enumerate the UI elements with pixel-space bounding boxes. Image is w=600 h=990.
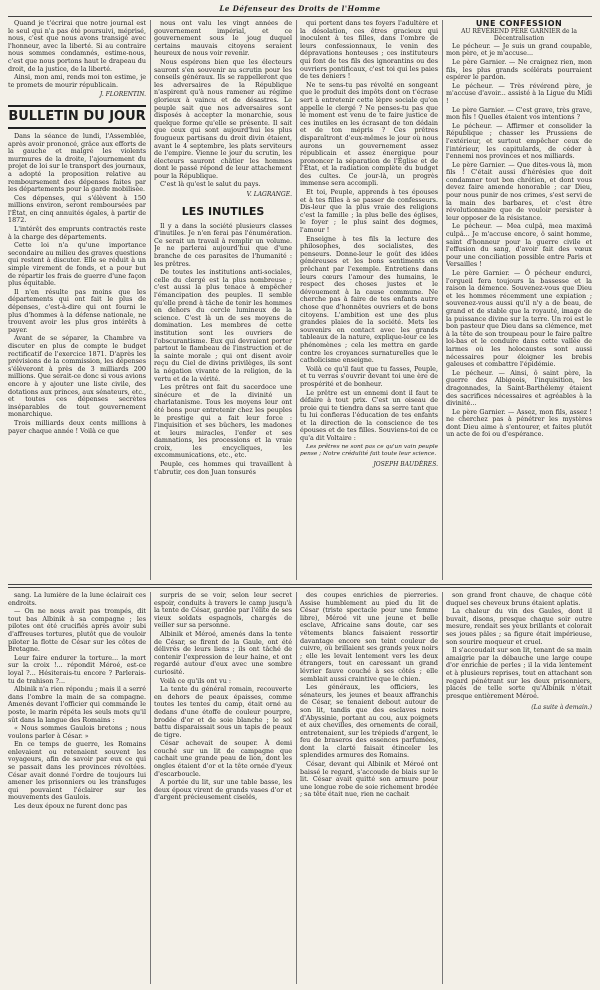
feuilleton-column-2 [154, 592, 292, 984]
feuilleton-paragraph: Les deux époux ne furent donc pas [14, 802, 128, 811]
feuilleton-paragraph: « Nous sommes Gaulois bretons ; nous voulons parler à César. » [8, 724, 146, 740]
intro-paragraph-2: Ainsi, mon ami, rends moi ton estime, je te promets de mourir républicain. [8, 73, 146, 89]
column-3 [300, 20, 438, 580]
feuilleton-paragraph: Les généraux, les officiers, les sénateurs, les jeunes et beaux affranchis de César, se tenaient debout autour de son lit, tandis que des esclaves noirs d'Abyssinie, portant au cou, aux poignets et aux chevilles, des ornements de corail, entretenaient, sur les trépieds d'argent, le feu de braseros des essences parfumées, dont la clarté faisait étinceler les splendides armures des Romains. [300, 683, 438, 760]
inutiles-paragraph: Enseigne à tes fils la lecture des philosophes, des socialistes, des penseurs. Donne-leur le goût des idées généreuses et les bons sentiments en prêchant par l'exemple. Entretiens dans leurs cœurs l'amour des humains, le respect des choses justes et le dévouement à la cause commune. Ne cherche pas à faire de tes enfants autre chose que d'honnêtes ouvriers et de bons citoyens. L'ambition est une des plus grandes plaies de la société. Mets les souvenirs en contact avec les grands tableaux de la nature, explique-leur ce les phénomènes ; cela les mettra en garde contre les croyances surnaturelles que le catholicisme enseigne. [300, 234, 438, 365]
feuilleton-paragraph: Albinik n'a rien répondu ; mais il a serré dans l'ombre la main de sa compagne. Amenés devant l'officier qui commande le poste, le marin répéta les seuls mots qu'il sût dans la langue des Romains : [8, 685, 146, 724]
feuilleton-paragraph: son grand front chauve, de chaque côté duquel ses cheveux bruns étaient aplatis. [446, 592, 592, 607]
running-head: Le Défenseur des Droits de l'Homme [219, 4, 381, 13]
inutiles-paragraph: Ne te sens-tu pas révolté en songeant que le produit des impôts dont on t'écrase sert à entretenir cette lèpre sociale qu'on appelle le clergé ? Ne penses-tu pas que le moment est venu de te faire justice de ces inutiles en les écrasant de ton dédain et de ton mépris ? Ces prêtres disparaîtront d'eux-mêmes le jour où nous aurons un gouvernement assez républicain et assez énergique pour prononcer la séparation de l'Église et de l'État, et la radiation complète du budget des cultes. Ce jour-là, un progrès immense sera accompli. [300, 80, 438, 188]
continuation-note: (La suite à demain.) [531, 704, 592, 712]
column-divider [150, 20, 151, 580]
inutiles-title: LES INUTILES [181, 204, 265, 218]
dialogue-line: Le père Garnier. — C'est grave, très grave, mon fils ! Quelles étaient vos intentions ? [446, 105, 592, 122]
voltaire-quote: Les prêtres ne sont pas ce qu'un vain peuple pense ; Notre crédulité fait toute leur science. [300, 443, 438, 458]
feuilleton-paragraph: César, devant qui Albinik et Méroé ont baissé le regard, s'accoude de biais sur le lit. César avait quitté son armure pour une longue robe de soie richement brodée ; sa tête était nue, rien ne cachait [300, 760, 438, 799]
dialogue-line: Le père Garnier. — Que dites-vous là, mon fils ! C'était aussi d'hérésies que doit condamner tout bon chrétien, et dont vous devez faire amende honorable ; car Dieu, pour nous punir de nos crimes, s'est servi de la main des barbares, et c'est être révolutionnaire que de vouloir persister à leur opposer de la résistance. [446, 160, 592, 222]
dialogue-line: Le père Garnier. — Ne craignez rien, mon fils, les plus grands scélérats pourraient espérer le pardon. [446, 57, 592, 82]
inutiles-paragraph: Le prêtre est un ennemi dont il faut te défaire à tout prix. C'est un oiseau de proie qui te tiendra dans sa serre tant que tu lui confieras l'éducation de tes enfants et la direction de la conscience de tes épouses et de tes filles. Souviens-toi de ce qu'a dit Voltaire : [300, 388, 438, 443]
dialogue-line: Le père Garnier. — Assez, mon fils, assez ! ne cherchez pas à pénétrer les mystères dont Dieu aime à s'entourer, et faites plutôt un acte de foi ou d'espérance. [446, 407, 592, 439]
inutiles-paragraph: Il y a dans la société plusieurs classes d'inutiles. Je n'en ferai pas l'énumération. Ce serait un travail à remplir un volume. Je ne parlerai aujourd'hui que d'une branche de ces parasites de l'humanité : les prêtres. [154, 221, 292, 268]
article-paragraph: Nous espérons bien que les électeurs sauront s'en souvenir au scrutin pour les conseils généraux. Ils se rappelleront que les adversaires de la République n'aspirent qu'à nous ramener au régime glorieux à vaincu et de désastres. Le peuple sait que nos adversaires sont disposés à accepter la monarchie, sous quelque forme qu'elle se présente. Il sait que ceux qui sont aujourd'hui les plus fougueux partisans du droit divin étaient, avant le 4 septembre, les plats serviteurs de l'empire. Vienne le jour du scrutin, les électeurs sauront châtier les hommes dont le passé répond de leur attachement pour la République. [154, 57, 292, 180]
bulletin-paragraph: Trois milliards deux cents millions à payer chaque année ! Voilà ce que [8, 418, 146, 435]
feuilleton-paragraph: des coupes enrichies de pierreries. Assise humblement au pied du lit de César (triste spectacle pour une femme libre), Méroé vit une jeune et belle esclave, Africaine sans doute, car ses vêtements blancs faisaient ressortir davantage encore son teint couleur de cuivre, où brillaient ses grands yeux noirs ; elle les levait lentement vers les deux étrangers, tout en caressant un grand lévrier fauve couché à ses côtés ; elle semblait aussi craintive que le chien. [300, 592, 438, 683]
dialogue-line: Le pécheur. — Très révérend père, je m'accuse d'avoir... assisté à la Ligue du Midi ! [446, 81, 592, 105]
feuilleton-column-1 [8, 592, 146, 984]
dialogue-line: Le pécheur. — Mea culpâ, mea maximâ culpâ... Je m'accuse encore, ô saint homme, saint d'honneur pour la guerre civile et l'effusion du sang, d'avoir fait des vœux pour une conciliation possible entre Paris et Versailles ! [446, 222, 592, 269]
feuilleton-column-4 [446, 592, 592, 984]
dialogue-line: Le pécheur. — Je suis un grand coupable, mon père, et je m'accuse... [446, 41, 592, 58]
column-divider [296, 20, 297, 580]
feuilleton-paragraph: Il s'accoudait sur son lit, tenant de sa main amaigrie par la débauche une large coupe d'or enrichie de perles ; il la vida lentement et à plusieurs reprises, tout en attachant son regard pénétrant sur les deux prisonniers, placés de telle sorte qu'Albinik n'était presque entièrement Méroé. [446, 646, 592, 700]
feuilleton-paragraph: Voilà ce qu'ils ont vu : [160, 676, 232, 685]
signature-florentin: J. FLORENTIN. [99, 91, 146, 99]
feuilleton-paragraph: En ce temps de guerre, les Romains enlevaient ou retenaient souvent les voyageurs, afin de savoir par eux ce qui se passait dans les provinces révoltées. César avait donné l'ordre de toujours lui amener les prisonniers ou les transfuges qui pouvaient l'éclairer sur les mouvements des Gaulois. [8, 740, 146, 802]
column-divider [150, 592, 151, 984]
feuilleton-paragraph: sang. La lumière de la lune éclairait ces endroits. [8, 592, 146, 607]
inutiles-paragraph: Peuple, ces hommes qui travaillent à t'abrutir, ces don Juan tonsurés [154, 460, 292, 476]
inutiles-paragraph: qui portent dans tes foyers l'adultère et la désolation, ces êtres gracieux qui inoculent à tes filles, dans l'ombre de leurs confessionnaux, le venin des dépravations honteuses ; ces instituteurs qui font de tes fils des ignorantins ou des ouvriers pontificaux, c'est toi qui les paies de tes deniers ! [300, 20, 438, 81]
feuilleton-rule [8, 584, 592, 585]
feuilleton-paragraph: La chaleur du vin des Gaules, dont il buvait, disons, presque chaque soir outre mesure, rendait ses yeux brillants et colorait ses joues pâles ; sa figure était impérieuse, son sourire moqueur et cruel. [446, 607, 592, 646]
intro-paragraph: Quand je t'écrirai que notre journal est le seul qui n'a pas été poursuivi, méprisé, nous, c'est que nous avons transigé avec l'honneur, avec la liberté. Si au contraire nous sommes condamnés, estime-nous, c'est que nous portons haut le drapeau du droit, de la justice, de la liberté. [8, 20, 146, 73]
confession-subtitle: AU RÉVÉREND PÈRE GARNIER de la Décentralisation [461, 27, 577, 43]
feuilleton-rule-2 [8, 587, 592, 588]
column-divider [296, 592, 297, 984]
dialogue-line: Le pécheur. — Affirmer et consolider la République ; chasser les Prussiens de l'extérieur, et surtout empêcher ceux de l'intérieur, les capitulards, de céder à l'ennemi nos provinces et nos milliards. [446, 121, 592, 161]
bulletin-paragraph: Cette loi n'a qu'une importance secondaire au milieu des graves questions qui restent à discuter. Elle se réduit à un simple virement de fonds, et a pour but de répartir les frais de guerre d'une façon plus équitable. [8, 241, 146, 288]
feuilleton-paragraph: César achevait de souper. À demi couché sur un lit de campagne que cachait une grande peau de lion, dont les ongles étaient d'or et la tête ornée d'yeux d'escarboucle. [154, 739, 292, 778]
signature-baudere: JOSEPH BAUDÈRES. [373, 460, 438, 468]
column-4 [446, 20, 592, 580]
feuilleton-column-3 [300, 592, 438, 984]
signature-lagrange: V. LAGRANGE. [246, 191, 292, 199]
column-1 [8, 20, 146, 580]
feuilleton-paragraph: La tente du général romain, recouverte en dehors de peaux épaisses, comme toutes les tentes du camp, était orné au dedans d'une étoffe de couleur pourpre, brodée d'or et de soie blanche ; le sol battu disparaissait sous un tapis de peaux de tigre. [154, 685, 292, 739]
article-paragraph: C'est là qu'est le salut du pays. [160, 180, 261, 189]
bulletin-paragraph: L'intérêt des emprunts contractés reste à la charge des départements. [8, 225, 146, 241]
confession-title: UNE CONFESSION [475, 20, 563, 28]
inutiles-paragraph: Et toi, Peuple, apprends à tes épouses et à tes filles à se passer de confesseurs. Dis-leur que la plus vraie des religions c'est la famille ; la plus belle des églises, le foyer ; le plus saint des dogmes, l'amour ! [300, 188, 438, 235]
feuilleton-paragraph: À portée du lit, sur une table basse, les deux époux virent de grands vases d'or et d'argent précieusement ciselés, [154, 778, 292, 802]
bulletin-paragraph: Ces dépenses, qui s'élèvent à 150 millions environ, seront remboursées par l'État, en cinq annuités égales, à partir de 1872. [8, 193, 146, 225]
inutiles-paragraph: Les prêtres ont fait du sacerdoce une sinécure et de la divinité un charlatanisme. Tous les moyens leur ont été bons pour entretenir chez les peuples le prestige qui a fait leur force : l'inquisition et ses bûchers, les madones et leurs miracles, l'enfer et ses damnations, les processions et la vraie croix, les encycliques, les excommunications, etc., etc. [154, 383, 292, 460]
bulletin-paragraph: Dans la séance de lundi, l'Assemblée, après avoir prononcé, grâce aux efforts de la gauche et malgré les violents murmures de la droite, l'ajournement du projet de loi sur le transport des journaux, a adopté la proposition relative au remboursement des dépenses faites par les départements pour la garde mobilisée. [8, 131, 146, 194]
bulletin-title: BULLETIN DU JOUR [8, 105, 146, 129]
feuilleton-paragraph: — On ne nous avait pas trompés, dit tout bas Albinik à sa compagne ; les pilotes ont été crucifiés après avoir subi d'affreuses tortures, plutôt que de vouloir piloter la flotte de César sur les côtes de Bretagne. [8, 607, 146, 654]
column-divider [442, 20, 443, 580]
column-2 [154, 20, 292, 580]
header-rule [8, 16, 592, 17]
dialogue-line: Le père Garnier. — Ô pécheur endurci, l'orgueil fera toujours la bassesse et la raison la démence. Souvenez-vous que Dieu et les hommes récemment une expiation ; souvenez-vous aussi qu'il n'y a de beau, de grand et de stable que la royauté, image de la puissance divine sur la terre. Un roi est le bon pasteur que Dieu dans sa clémence, met à la tête de son troupeau pour le faire paître loi-bas et le conduire dans cette vallée de larmes où les holocaustes sont aussi nécessaires pour éloigner les brebis galeuses et combattre l'épidémie. [446, 269, 592, 369]
feuilleton-paragraph: surpris de se voir, selon leur secret espoir, conduits à travers le camp jusqu'à la tente de César, gardée par l'élite de ses vieux soldats espagnols, chargés de veiller sur sa personne. [154, 592, 292, 630]
dialogue-line: Le pécheur. — Ainsi, ô saint père, la guerre des Albigeois, l'inquisition, les dragonnades, la Saint-Barthélemy étaient des sacrifices nécessaires et agréables à la divinité... [446, 368, 592, 408]
column-divider [442, 592, 443, 984]
feuilleton-paragraph: Albinik et Méroé, amenés dans la tente de César, se firent de la Gaule, ont été délivrés de leurs liens ; ils ont tâché de contenir l'expression de leur haine, et ont regardé autour d'eux avec une sombre curiosité. [154, 629, 292, 676]
bulletin-paragraph: Il n'en résulte pas moins que les départements qui ont fait le plus de dépenses, c'est-à-dire qui ont fourni le plus d'hommes à la défense nationale, ne trouvent avoir les plus gros intérêts à payer. [8, 287, 146, 334]
inutiles-paragraph: De toutes les institutions anti-sociales, celle du clergé est la plus nombreuse ; c'est aussi la plus tenace à empêcher l'émancipation des peuples. Il semble qu'elle prend à tâche de tenir les hommes en dehors du cercle lumineux de la science. C'est là un de ses moyens de domination. Les membres de cette institution sont les ouvriers de l'obscurantisme. Eux qui devraient porter partout le flambeau de l'instruction et de la sainte morale ; qui ont disent avoir reçu du Ciel de divins privilèges, ils sont la négation vivante de la religion, de la vertu et de la vérité. [154, 268, 292, 383]
feuilleton-paragraph: Leur faire endurer la torture... la mort sur la croix !... répondit Méroé, est-ce loyal ?... Hésiterais-tu encore ? Parlerais-tu de trahison ?... [8, 653, 146, 685]
inutiles-paragraph: Voilà ce qu'il faut que tu fasses, Peuple, et tu verras s'ouvrir devant toi une ère de prospérité et de bonheur. [300, 364, 438, 388]
bulletin-paragraph: Avant de se séparer, la Chambre va discuter en plus de compte le budget rectificatif de l'exercice 1871. D'après les prévisions de la commission, les dépenses s'élèveront à près de 3 milliards 200 millions. Que serait-ce donc si vous avions encore à y ajouter une liste civile, des dotations aux princes, aux sénateurs, etc., et toutes ces dépenses secrètes inséparables de tout gouvernement monarchique. [8, 334, 146, 419]
article-paragraph: nous ont valu les vingt années de gouvernement impérial, et ce gouvernement sous le joug duquel certains mauvais citoyens seraient heureux de nous voir revenir. [154, 20, 292, 58]
newspaper-page [8, 4, 592, 986]
